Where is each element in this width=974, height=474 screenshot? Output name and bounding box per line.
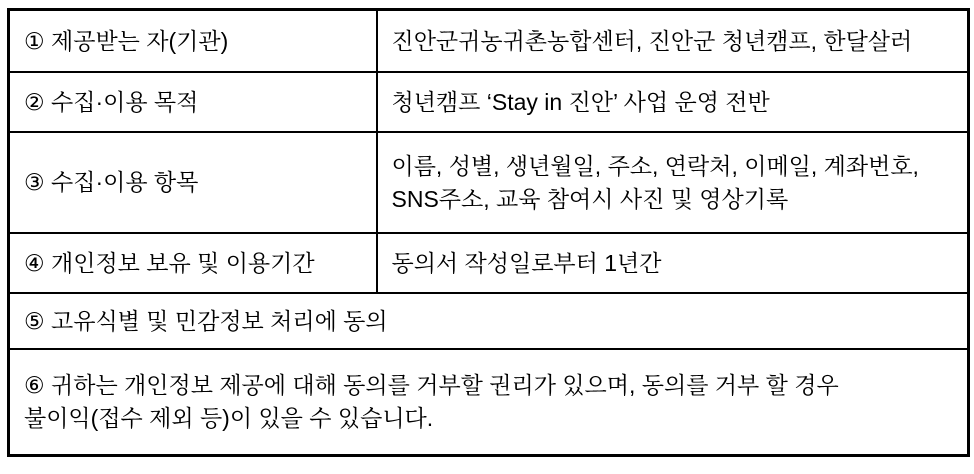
table-row-recipient xyxy=(9,10,969,73)
collection-items-line-2: SNS주소, 교육 참여시 사진 및 영상기록 xyxy=(391,185,789,212)
table-row-collection-purpose xyxy=(9,72,969,132)
personal-info-consent-table xyxy=(7,8,970,457)
refusal-rights-notice-line-2: 불이익(접수 제외 등)이 있을 수 있습니다. xyxy=(24,405,434,431)
collection-purpose-label: ② 수집·이용 목적 xyxy=(9,72,377,132)
collection-items-value xyxy=(377,132,969,233)
table-row-sensitive-info-consent xyxy=(9,293,969,349)
retention-period-value: 동의서 작성일로부터 1년간 xyxy=(377,233,969,293)
collection-items-label: ③ 수집·이용 항목 xyxy=(9,132,377,233)
collection-items-line-1: 이름, 성별, 생년월일, 주소, 연락처, 이메일, 계좌번호, xyxy=(391,152,919,179)
table-row-refusal-rights-notice xyxy=(9,349,969,456)
sensitive-info-consent-text: ⑤ 고유식별 및 민감정보 처리에 동의 xyxy=(9,293,969,349)
recipient-value: 진안군귀농귀촌농합센터, 진안군 청년캠프, 한달살러 xyxy=(377,10,969,73)
refusal-rights-notice-line-1: ⑥ 귀하는 개인정보 제공에 대해 동의를 거부할 권리가 있으며, 동의를 거부 할 경우 xyxy=(24,372,839,398)
recipient-label: ① 제공받는 자(기관) xyxy=(9,10,377,73)
retention-period-label: ④ 개인정보 보유 및 이용기간 xyxy=(9,233,377,293)
table-row-collection-items xyxy=(9,132,969,233)
refusal-rights-notice-text xyxy=(9,349,969,456)
table-row-retention-period xyxy=(9,233,969,293)
collection-purpose-value: 청년캠프 ‘Stay in 진안’ 사업 운영 전반 xyxy=(377,72,969,132)
